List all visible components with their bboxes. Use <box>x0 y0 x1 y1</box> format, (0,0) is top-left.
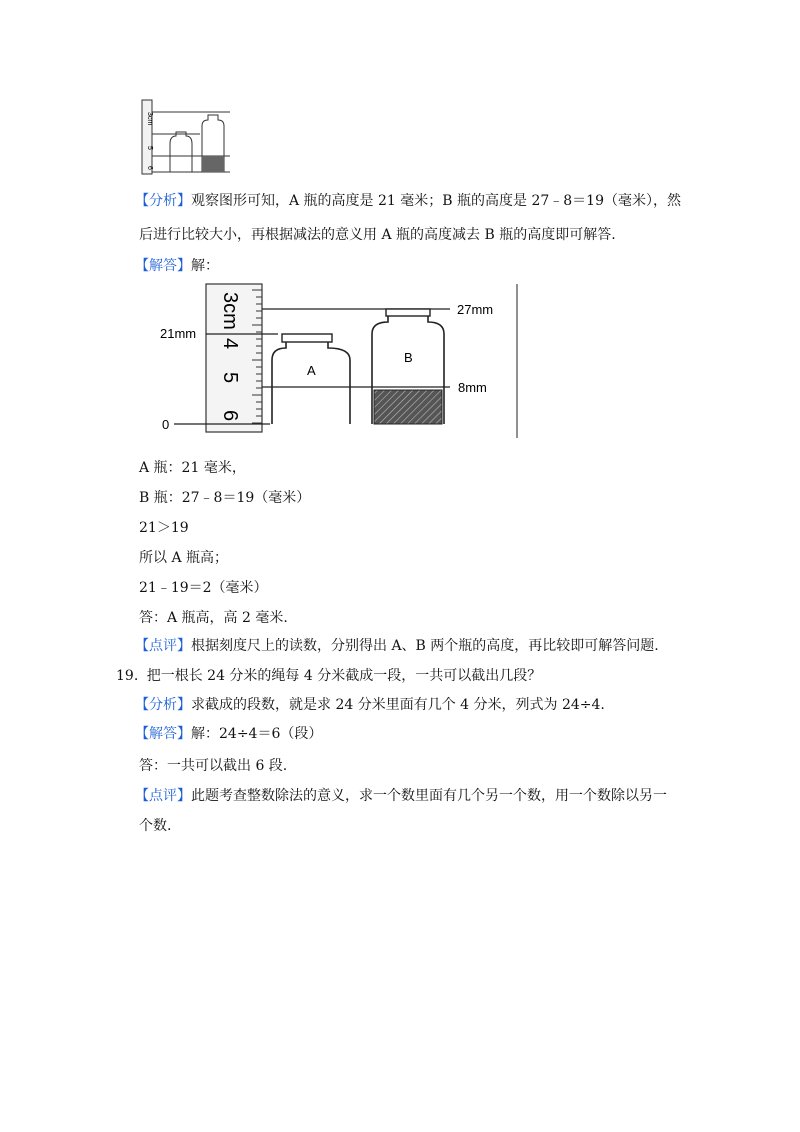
small-ruler-tick-5: 5 <box>146 146 153 150</box>
q19-comment-tag: 【点评】 <box>135 788 191 804</box>
q18-analysis-tag: 【分析】 <box>135 193 191 209</box>
label-27mm: 27mm <box>457 302 494 317</box>
label-0: 0 <box>162 417 170 432</box>
label-8mm: 8mm <box>458 380 487 395</box>
q18-work-line6: 答：A 瓶高，高 2 毫米. <box>139 610 288 626</box>
q19-answer-tag: 【解答】 <box>135 726 191 742</box>
ruler-tick-6: 6 <box>219 410 241 422</box>
q19-analysis-tag: 【分析】 <box>135 697 191 713</box>
bottle-a-label: A <box>307 363 316 378</box>
q18-analysis-line2: 后进行比较大小，再根据减法的意义用 A 瓶的高度减去 B 瓶的高度即可解答. <box>139 227 616 243</box>
small-ruler-tick-6: 6 <box>146 166 153 170</box>
q19-comment-text1: 此题考查整数除法的意义，求一个数里面有几个另一个数，用一个数除以另一 <box>191 788 667 804</box>
q18-work-line5: 21﹣19＝2（毫米） <box>139 580 268 596</box>
bottle-b-label: B <box>404 350 413 365</box>
q19-number: 19. <box>116 668 139 684</box>
q18-work-line1: A 瓶：21 毫米， <box>139 460 246 476</box>
q18-comment-tag: 【点评】 <box>135 638 191 654</box>
ruler-tick-5: 5 <box>219 372 241 384</box>
q18-comment-line <box>135 636 659 656</box>
q18-work-line2: B 瓶：27﹣8＝19（毫米） <box>139 490 311 506</box>
ruler-tick-4: 4 <box>219 338 241 350</box>
q19-analysis-text: 求截成的段数，就是求 24 分米里面有几个 4 分米，列式为 24÷4. <box>191 697 605 713</box>
q19-final-answer: 答：一共可以截出 6 段. <box>139 758 288 774</box>
q19-question-text: 把一根长 24 分米的绳每 4 分米截成一段，一共可以截出几段？ <box>146 668 542 684</box>
q18-analysis-line1 <box>135 191 681 211</box>
small-ruler-figure <box>140 98 240 178</box>
bottle-ruler-figure <box>160 282 530 442</box>
q18-answer-header <box>135 256 219 276</box>
q18-answer-tag: 【解答】 <box>135 258 191 274</box>
bottle-b-stand <box>374 390 442 424</box>
q19-comment-line2: 个数. <box>139 818 172 834</box>
ruler-tick-3cm: 3cm <box>219 292 241 330</box>
q18-analysis-text1: 观察图形可知，A 瓶的高度是 21 毫米；B 瓶的高度是 27﹣8＝19（毫米），然 <box>191 193 681 209</box>
q18-work-line3: 21＞19 <box>139 520 189 536</box>
q18-answer-head: 解： <box>191 258 219 274</box>
label-21mm: 21mm <box>160 326 197 341</box>
q19-analysis-line <box>135 695 605 715</box>
q19-answer-line <box>135 724 322 744</box>
q18-comment-text: 根据刻度尺上的读数，分别得出 A、B 两个瓶的高度，再比较即可解答问题. <box>191 638 659 654</box>
q18-work-line4: 所以 A 瓶高； <box>139 550 229 566</box>
q19-answer-text: 解：24÷4＝6（段） <box>191 726 323 742</box>
q19-question-line <box>116 666 541 686</box>
q19-comment-line1 <box>135 786 667 806</box>
small-ruler-tick-3cm: 3cm <box>146 112 153 126</box>
